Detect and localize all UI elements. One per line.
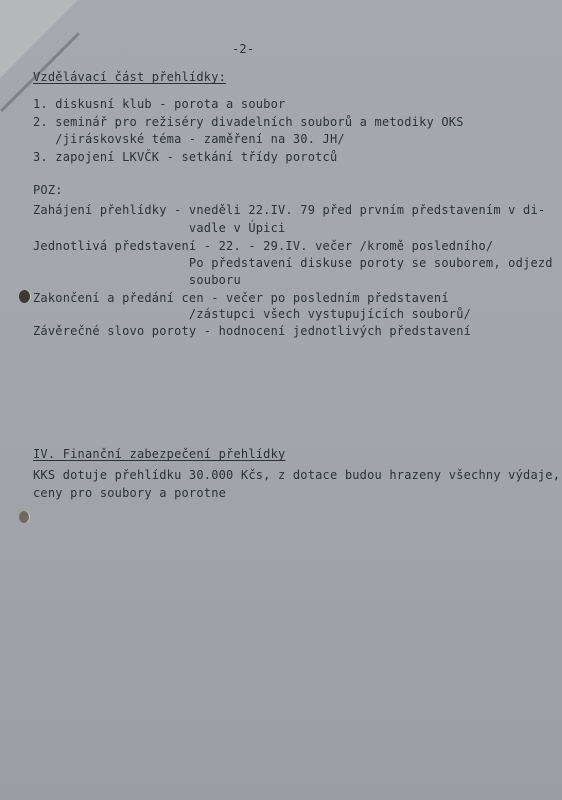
poz-line: vadle v Úpici xyxy=(33,221,286,235)
list-item: 2. seminář pro režiséry divadelních souborů a metodiky OKS xyxy=(33,115,464,129)
section-heading-finance: IV. Finanční zabezpečení přehlídky xyxy=(33,447,286,461)
poz-line: Zakončení a předání cen - večer po posledním představení xyxy=(33,291,449,305)
poz-line: Po představení diskuse poroty se souborem, odjezd xyxy=(33,256,553,270)
folded-corner xyxy=(0,0,78,78)
poz-line: Zahájení přehlídky - vneděli 22.IV. 79 před prvním představením v di- xyxy=(33,203,546,217)
punch-hole-bottom xyxy=(19,511,29,523)
poz-line: Závěrečné slovo poroty - hodnocení jednotlivých představení xyxy=(33,324,472,338)
punch-hole-top xyxy=(19,290,30,303)
poz-line: souboru xyxy=(33,273,241,287)
poz-line: /zástupci všech vystupujících souborů/ xyxy=(33,307,472,321)
section-heading-education: Vzdělávací část přehlídky: xyxy=(33,70,227,84)
finance-line: ceny pro soubory a porotne xyxy=(33,486,227,500)
page-number: -2- xyxy=(232,42,255,56)
poz-heading: POZ: xyxy=(33,183,63,197)
poz-line: Jednotlivá představení - 22. - 29.IV. večer /kromě posledního/ xyxy=(33,239,494,253)
list-item: /jiráskovské téma - zaměření na 30. JH/ xyxy=(33,132,345,146)
list-item: 1. diskusní klub - porota a soubor xyxy=(33,97,286,111)
finance-line: KKS dotuje přehlídku 30.000 Kčs, z dotace budou hrazeny všechny výdaje, xyxy=(33,468,561,482)
list-item: 3. zapojení LKVČK - setkání třídy porotců xyxy=(33,150,338,164)
